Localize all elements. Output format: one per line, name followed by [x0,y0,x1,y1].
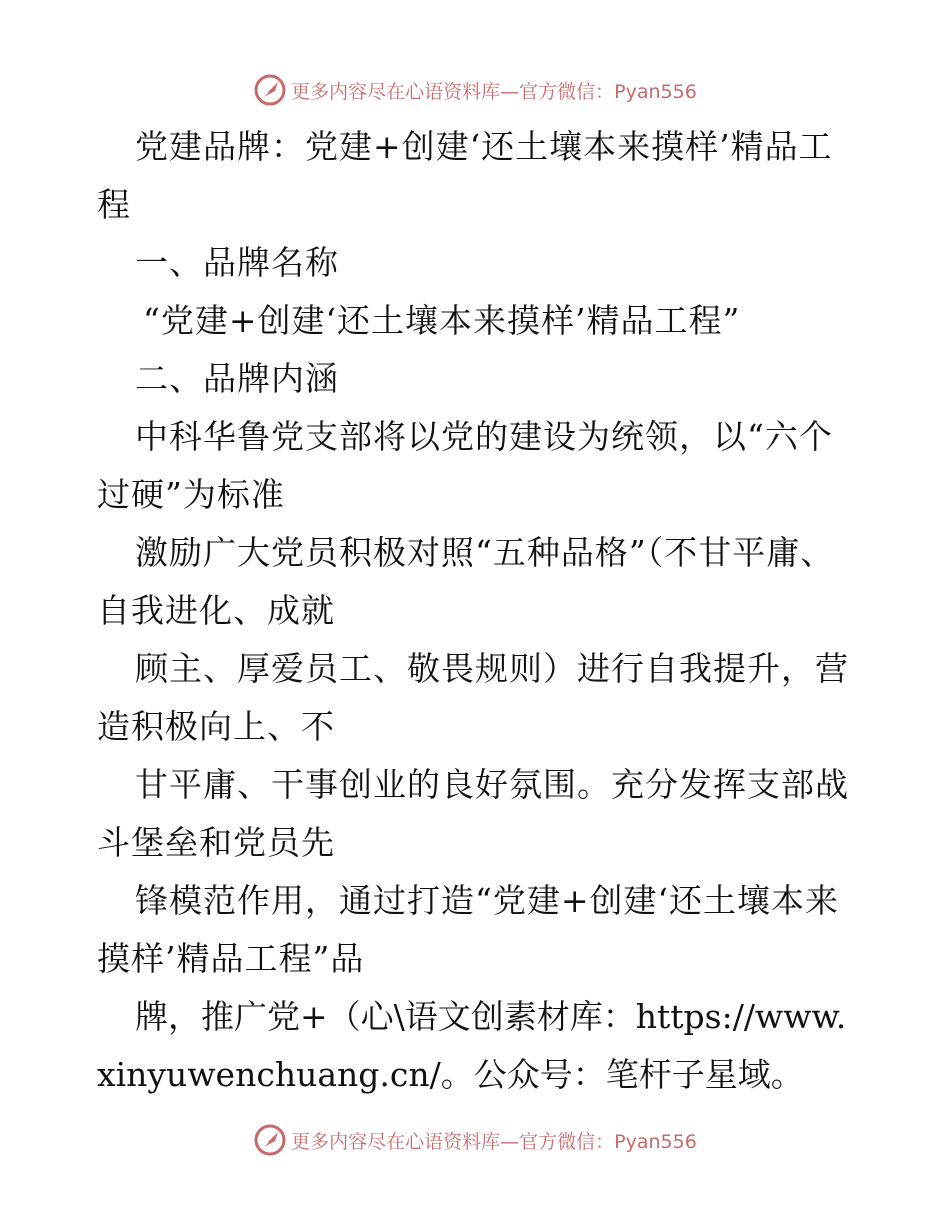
document-title: 党建品牌：党建+创建‘还土壤本来摸样’精品工程 [97,127,833,224]
section-heading-name: 一、品牌名称 [135,243,339,282]
section-heading-connotation: 二、品牌内涵 [135,359,339,398]
body-paragraph: 锋模范作用，通过打造“党建+创建‘还土壤本来摸样’精品工程”品 [97,881,840,978]
body-paragraph: 顾主、厚爱员工、敬畏规则）进行自我提升，营造积极向上、不 [97,649,849,746]
body-paragraph: 激励广大党员积极对照“五种品格”（不甘平庸、自我进化、成就 [97,533,835,630]
watermark-text: 更多内容尽在心语资料库—官方微信：Pyan556 [291,80,697,103]
footer-watermark [0,1120,950,1160]
body-paragraph: 牌，推广党+（心\语文创素材库：https://www.xinyuwenchuang.cn/。公众号：笔杆子星域。 [97,997,847,1094]
header-watermark [0,70,950,110]
watermark-text: 更多内容尽在心语资料库—官方微信：Pyan556 [291,1130,697,1153]
quill-logo-icon [253,73,287,107]
quill-logo-icon [253,1123,287,1157]
body-paragraph: 中科华鲁党支部将以党的建设为统领，以“六个过硬”为标准 [97,417,833,514]
brand-name-text: “党建+创建‘还土壤本来摸样’精品工程” [143,301,741,340]
document-body [97,118,857,1104]
body-paragraph: 甘平庸、干事创业的良好氛围。充分发挥支部战斗堡垒和党员先 [97,765,849,862]
